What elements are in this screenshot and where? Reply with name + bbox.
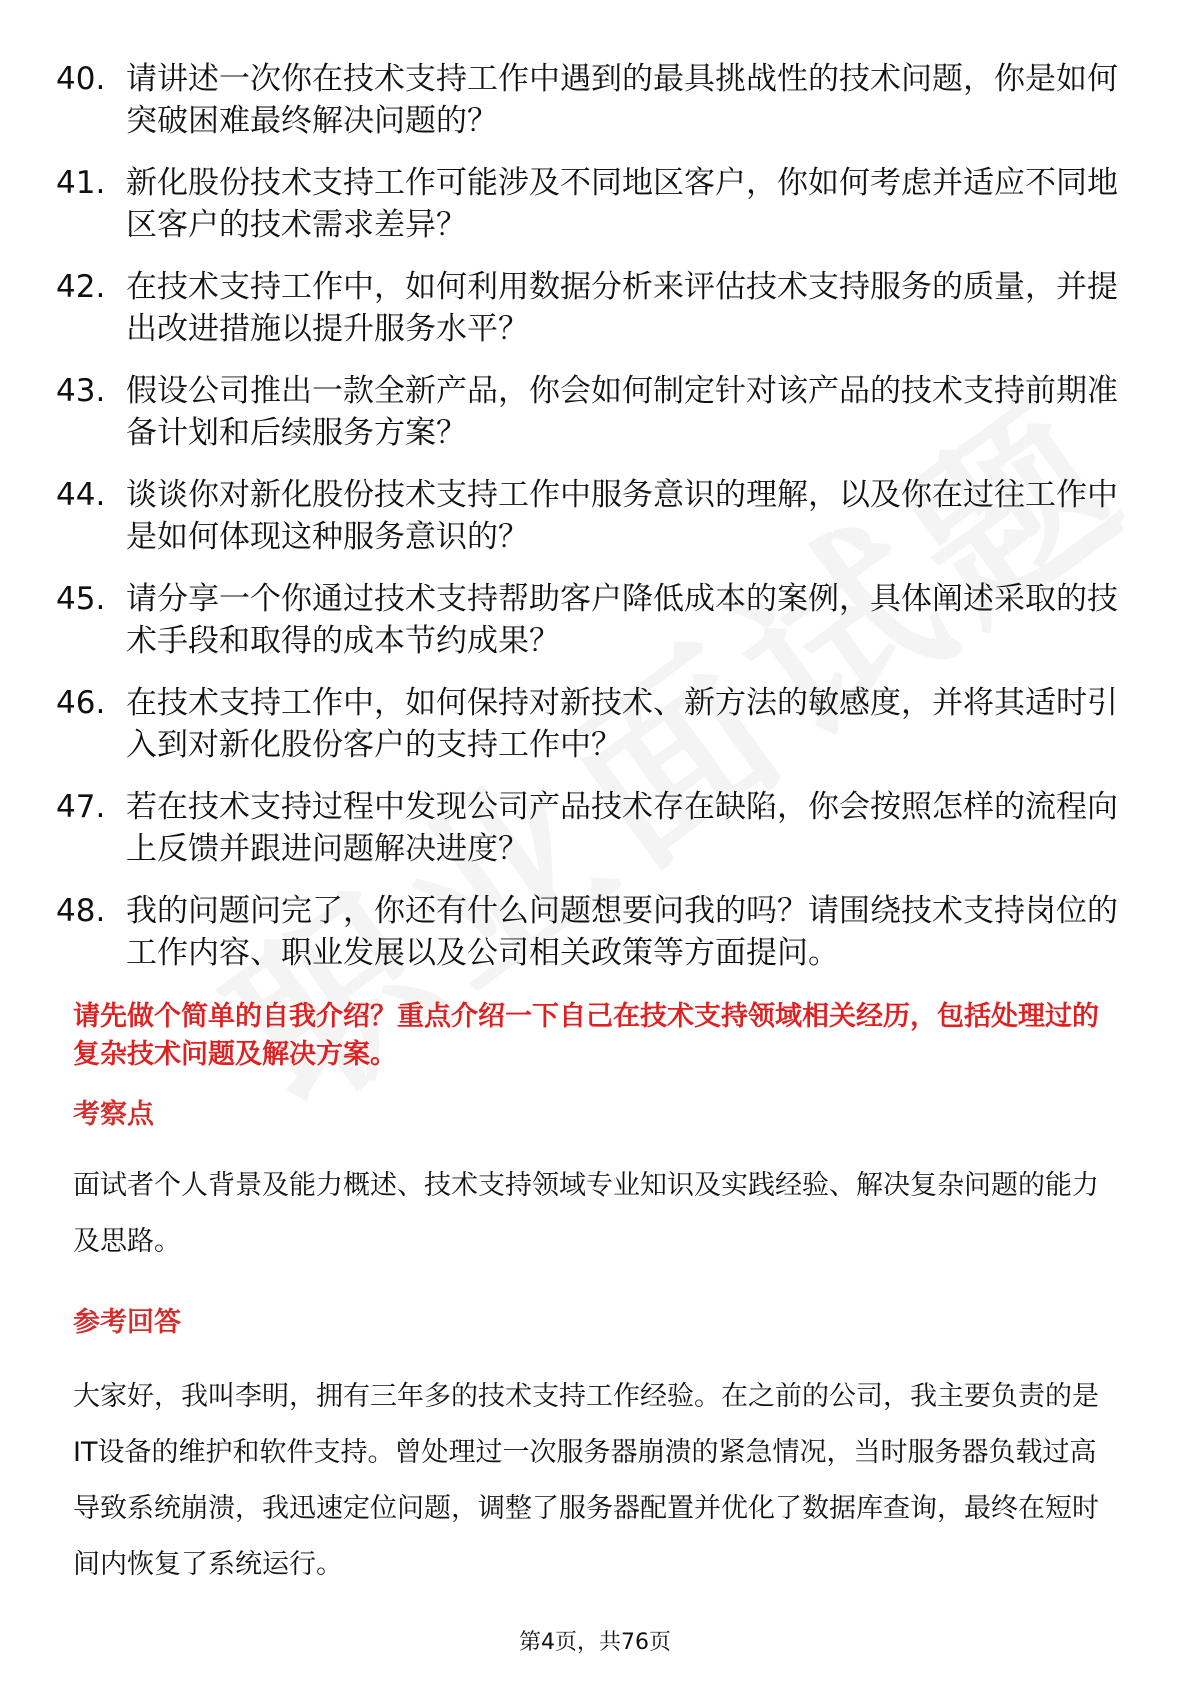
- question-number: 41.: [56, 165, 106, 201]
- question-item: [0, 882, 1190, 986]
- question-text: 谈谈你对新化股份技术支持工作中服务意识的理解，以及你在过往工作中是如何体现这种服务意识的？: [126, 477, 1118, 555]
- reference-answer-label: 参考回答: [73, 1307, 181, 1338]
- question-number: 43.: [56, 373, 106, 409]
- question-text: 在技术支持工作中，如何保持对新技术、新方法的敏感度，并将其适时引入到对新化股份客户的支持工作中？: [126, 685, 1118, 763]
- question-item: [0, 154, 1190, 258]
- question-item: [0, 466, 1190, 570]
- page-number: 第4页，共76页: [519, 1630, 671, 1655]
- question-number: 46.: [56, 685, 106, 721]
- question-text: 假设公司推出一款全新产品，你会如何制定针对该产品的技术支持前期准备计划和后续服务方案？: [126, 373, 1118, 451]
- question-number: 47.: [56, 789, 106, 825]
- assessment-label: 考察点: [73, 1099, 154, 1130]
- assessment-text: 面试者个人背景及能力概述、技术支持领域专业知识及实践经验、解决复杂问题的能力及思路。: [73, 1170, 1099, 1257]
- question-number: 40.: [56, 61, 106, 97]
- question-item: [0, 362, 1190, 466]
- featured-question-heading: 请先做个简单的自我介绍？重点介绍一下自己在技术支持领域相关经历，包括处理过的复杂技术问题及解决方案。: [73, 1001, 1099, 1070]
- question-item: [0, 778, 1190, 882]
- reference-answer-text: 大家好，我叫李明，拥有三年多的技术支持工作经验。在之前的公司，我主要负责的是IT设备的维护和软件支持。曾处理过一次服务器崩溃的紧急情况，当时服务器负载过高导致系统崩溃，我迅速定位问题，调整了服务器配置并优化了数据库查询，最终在短时间内恢复了系统运行。: [73, 1381, 1099, 1580]
- question-text: 在技术支持工作中，如何利用数据分析来评估技术支持服务的质量，并提出改进措施以提升服务水平？: [126, 269, 1118, 347]
- question-number: 44.: [56, 477, 106, 513]
- question-number: 48.: [56, 893, 106, 929]
- question-number: 42.: [56, 269, 106, 305]
- question-list: [0, 50, 1190, 986]
- question-text: 若在技术支持过程中发现公司产品技术存在缺陷，你会按照怎样的流程向上反馈并跟进问题解决进度？: [126, 789, 1118, 867]
- question-text: 请分享一个你通过技术支持帮助客户降低成本的案例，具体阐述采取的技术手段和取得的成本节约成果？: [126, 581, 1118, 659]
- question-item: [0, 50, 1190, 154]
- question-item: [0, 258, 1190, 362]
- question-text: 我的问题问完了，你还有什么问题想要问我的吗？请围绕技术支持岗位的工作内容、职业发展以及公司相关政策等方面提问。: [126, 893, 1118, 971]
- question-text: 新化股份技术支持工作可能涉及不同地区客户，你如何考虑并适应不同地区客户的技术需求差异？: [126, 165, 1118, 243]
- question-item: [0, 674, 1190, 778]
- question-item: [0, 570, 1190, 674]
- question-number: 45.: [56, 581, 106, 617]
- question-text: 请讲述一次你在技术支持工作中遇到的最具挑战性的技术问题，你是如何突破困难最终解决问题的？: [126, 61, 1118, 139]
